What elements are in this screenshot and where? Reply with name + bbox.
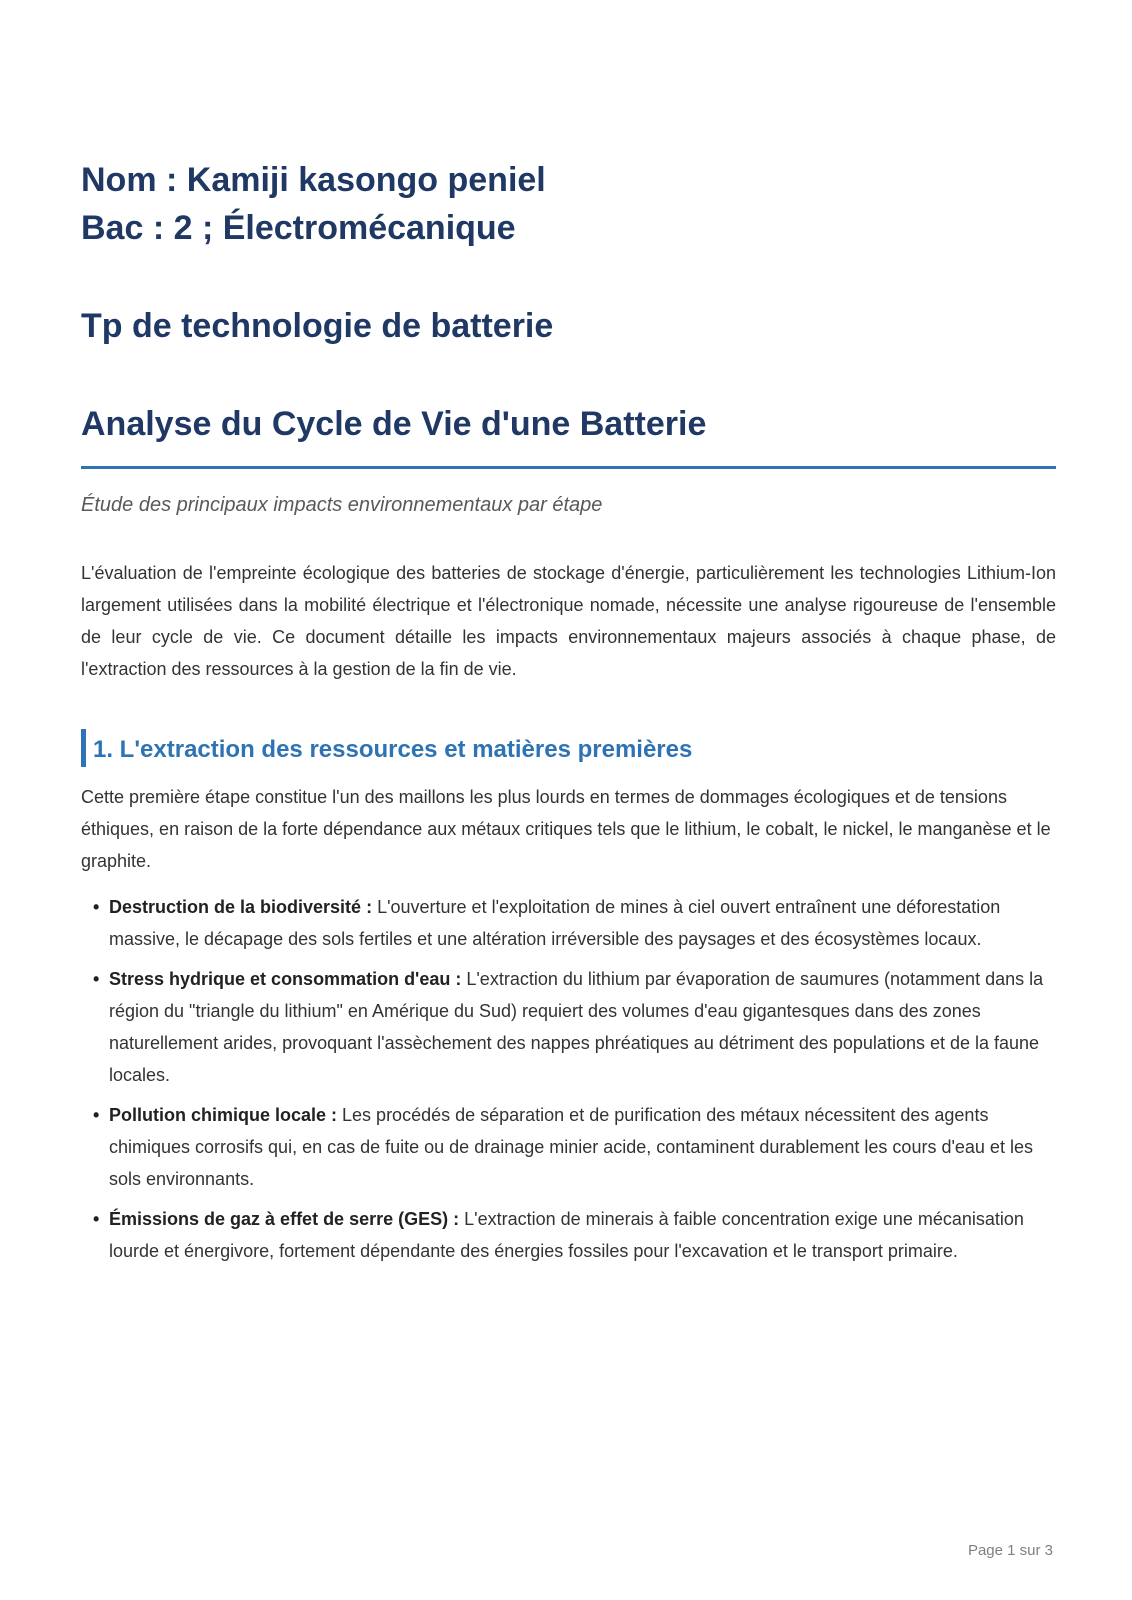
bullet-icon: • bbox=[93, 969, 100, 989]
list-item-text: L'ouverture et l'exploitation de mines à ciel ouvert entraînent une déforestation massive, le décapage des sols fertiles et une altération irréversible des paysages et des écosystèmes locaux. bbox=[109, 897, 1001, 949]
bullet-icon: • bbox=[93, 897, 100, 917]
student-bac: Bac : 2 ; Électromécanique bbox=[81, 209, 516, 247]
student-name: Nom : Kamiji kasongo peniel bbox=[81, 161, 546, 199]
course-subject: Tp de technologie de batterie bbox=[81, 307, 554, 345]
list-item-lead: Pollution chimique locale : bbox=[109, 1105, 338, 1125]
list-item bbox=[81, 1099, 1056, 1195]
document-title: Analyse du Cycle de Vie d'une Batterie bbox=[81, 405, 707, 443]
impact-list bbox=[81, 891, 1056, 1267]
list-item-lead: Stress hydrique et consommation d'eau : bbox=[109, 969, 462, 989]
list-item-text: L'extraction de minerais à faible concentration exige une mécanisation lourde et énergivore, fortement dépendante des énergies fossiles pour l'excavation et le transport primaire. bbox=[109, 1209, 1024, 1261]
intro-paragraph: L'évaluation de l'empreinte écologique des batteries de stockage d'énergie, particulièrement les technologies Lithium-Ion largement utilisées dans la mobilité électrique et l'électronique nomade, nécessite une analyse rigoureuse de l'ensemble de leur cycle de vie. Ce document détaille les impacts environnementaux majeurs associés à chaque phase, de l'extraction des ressources à la gestion de la fin de vie. bbox=[81, 563, 1056, 679]
section-accent-bar bbox=[81, 729, 86, 767]
document-subtitle: Étude des principaux impacts environnementaux par étape bbox=[81, 494, 603, 516]
spacer bbox=[81, 252, 1056, 302]
list-item-lead: Émissions de gaz à effet de serre (GES) : bbox=[109, 1209, 460, 1229]
list-item-text: L'extraction du lithium par évaporation de saumures (notamment dans la région du "triangle du lithium" en Amérique du Sud) requiert des volumes d'eau gigantesques dans des zones naturellement arides, provoquant l'assèchement des nappes phréatiques au détriment des populations et de la faune locales. bbox=[109, 969, 1044, 1085]
title-divider bbox=[81, 466, 1056, 469]
page-content bbox=[81, 156, 1056, 1275]
bullet-icon: • bbox=[93, 1209, 100, 1229]
list-item-lead: Destruction de la biodiversité : bbox=[109, 897, 373, 917]
page-number: Page 1 sur 3 bbox=[967, 1542, 1053, 1559]
list-item bbox=[81, 1203, 1056, 1267]
list-item bbox=[81, 891, 1056, 955]
list-item-text: Les procédés de séparation et de purification des métaux nécessitent des agents chimiques corrosifs qui, en cas de fuite ou de drainage minier acide, contaminent durablement les cours d'eau et les sols environnants. bbox=[109, 1105, 1033, 1189]
section-heading-text: 1. L'extraction des ressources et matières premières bbox=[93, 736, 693, 763]
section-paragraph: Cette première étape constitue l'un des maillons les plus lourds en termes de dommages écologiques et de tensions éthiques, en raison de la forte dépendance aux métaux critiques tels que le lithium, le cobalt, le nickel, le manganèse et le graphite. bbox=[81, 787, 1051, 871]
list-item bbox=[81, 963, 1056, 1091]
section-heading bbox=[81, 733, 1056, 767]
bullet-icon: • bbox=[93, 1105, 100, 1125]
